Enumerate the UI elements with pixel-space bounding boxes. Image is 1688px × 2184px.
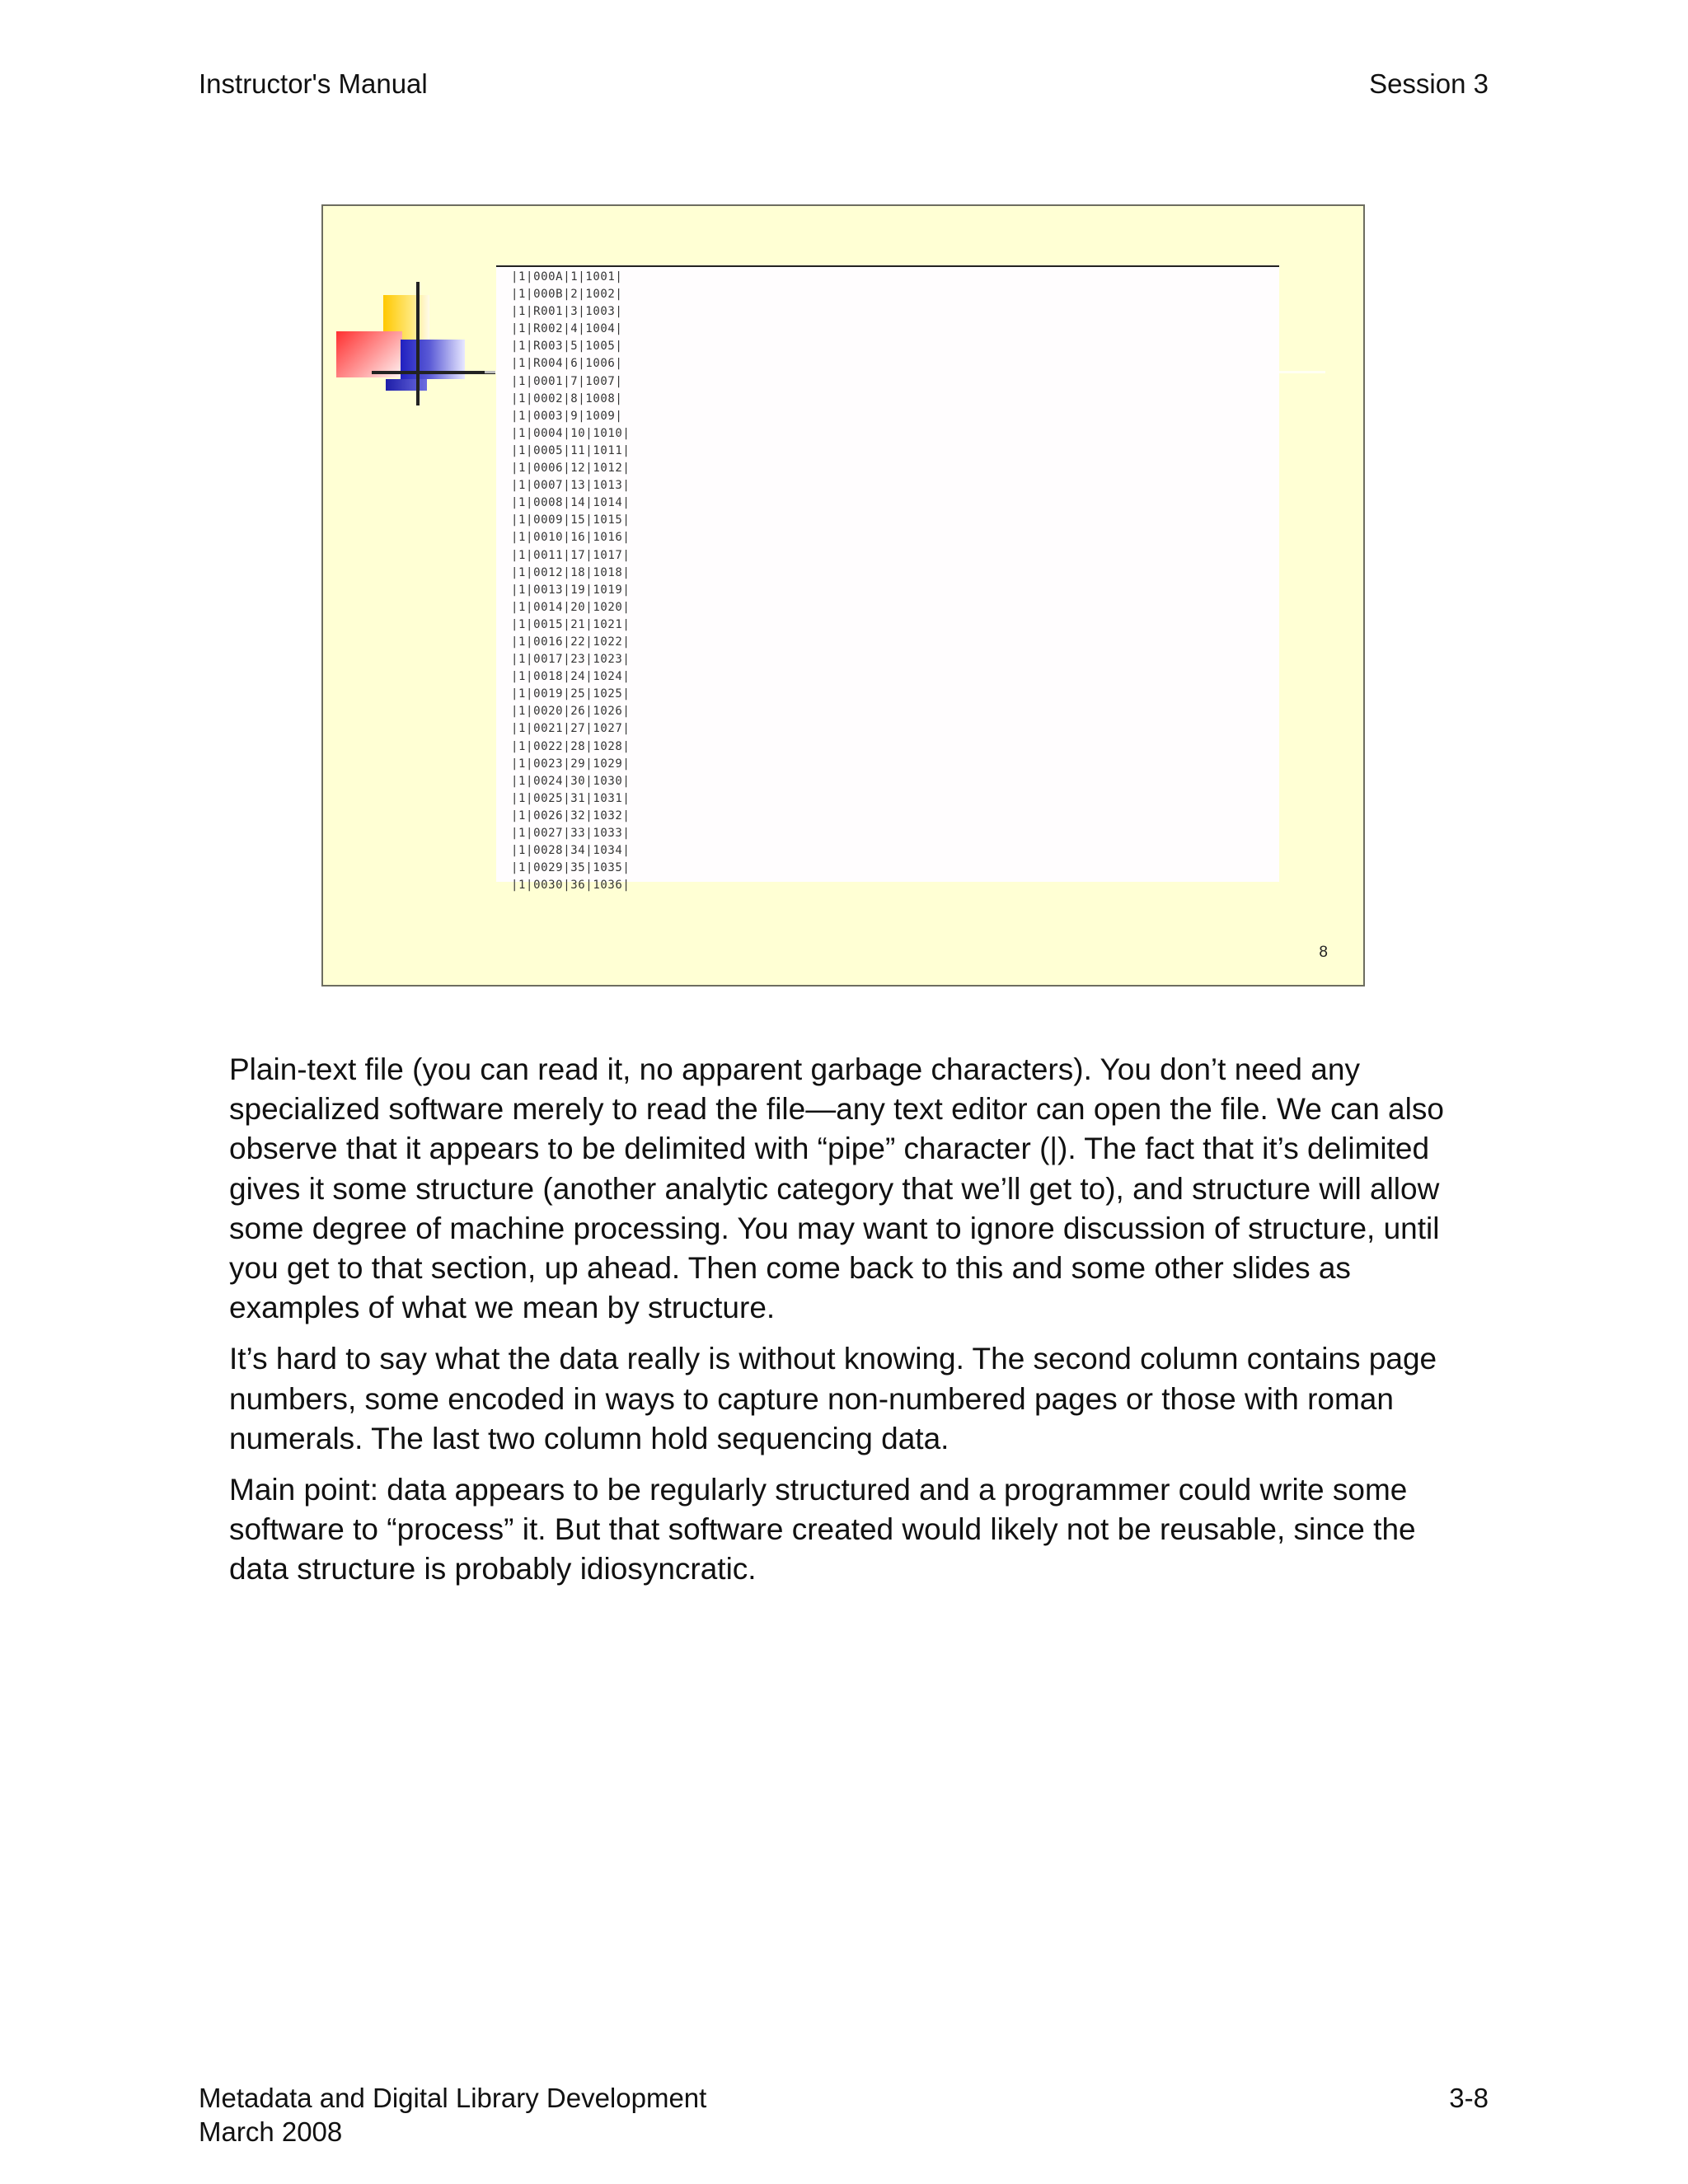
running-header-right: Session 3	[1369, 68, 1489, 99]
slide-number: 8	[1319, 944, 1328, 961]
data-line: |1|0018|24|1024|	[511, 670, 631, 684]
data-line: |1|0017|23|1023|	[511, 653, 631, 667]
footer-title: Metadata and Digital Library Development	[199, 2083, 707, 2113]
footer-page-number: 3-8	[1449, 2083, 1489, 2113]
data-line: |1|0005|11|1011|	[511, 443, 631, 457]
data-line: |1|0016|22|1022|	[511, 635, 631, 649]
notes-paragraph-3: Main point: data appears to be regularly structured and a programmer could write some software to “process” it. But that software created would likely not be reusable, since the data structure is probably idiosyncratic.	[229, 1473, 1416, 1586]
data-line: |1|0029|35|1035|	[511, 861, 631, 875]
data-line: |1|R004|6|1006|	[511, 357, 623, 371]
footer-date: March 2008	[199, 2116, 343, 2147]
data-line: |1|0012|18|1018|	[511, 565, 631, 579]
data-line: |1|0027|33|1033|	[511, 827, 631, 840]
data-line: |1|000B|2|1002|	[511, 288, 623, 302]
slide-decoration	[336, 282, 485, 414]
notes-body	[229, 1050, 1482, 1601]
data-line: |1|0019|25|1025|	[511, 687, 631, 701]
data-line: |1|R001|3|1003|	[511, 305, 623, 319]
slide-thumbnail	[321, 204, 1365, 987]
data-line: |1|0024|30|1030|	[511, 774, 631, 788]
data-line: |1|0001|7|1007|	[511, 374, 623, 388]
data-line: |1|0014|20|1020|	[511, 600, 631, 614]
data-line: |1|R002|4|1004|	[511, 322, 623, 336]
pipe-delimited-data-listing	[496, 265, 1279, 893]
data-line: |1|0002|8|1008|	[511, 391, 623, 405]
notes-paragraph-2: It’s hard to say what the data really is without knowing. The second column contains page numbers, some encoded in ways to capture non-numbered pages or those with roman numerals. The last two column hold sequencing data.	[229, 1342, 1437, 1455]
data-line: |1|0011|17|1017|	[511, 548, 631, 562]
notes-paragraph-1: Plain-text file (you can read it, no apparent garbage characters). You don’t need any specialized software merely to read the file—any text editor can open the file. We can also observe that it appears to be delimited with “pipe” character (|). The fact that it’s delimited gives it some structure (another analytic category that we’ll get to), and structure will allow some degree of machine processing. You may want to ignore discussion of structure, until you get to that section, up ahead. Then come back to this and some other slides as examples of what we mean by structure.	[229, 1052, 1444, 1325]
running-header-left: Instructor's Manual	[199, 68, 428, 99]
data-line: |1|0026|32|1032|	[511, 808, 631, 823]
decor-blue-bar	[386, 379, 427, 391]
data-line: |1|0028|34|1034|	[511, 844, 631, 858]
data-line: |1|0003|9|1009|	[511, 409, 623, 423]
data-line: |1|0013|19|1019|	[511, 583, 631, 597]
data-line: |1|0006|12|1012|	[511, 462, 631, 476]
decor-horizontal-line	[372, 371, 495, 374]
decor-vertical-line	[416, 282, 420, 405]
data-line: |1|0004|10|1010|	[511, 426, 631, 440]
data-line: |1|0015|21|1021|	[511, 617, 631, 631]
data-line: |1|000A|1|1001|	[511, 270, 623, 284]
data-line: |1|0021|27|1027|	[511, 722, 631, 736]
data-line: |1|R003|5|1005|	[511, 340, 623, 354]
data-line: |1|0025|31|1031|	[511, 791, 631, 805]
data-line: |1|0007|13|1013|	[511, 479, 631, 493]
data-line: |1|0022|28|1028|	[511, 739, 631, 753]
data-line: |1|0008|14|1014|	[511, 496, 631, 510]
data-line: |1|0010|16|1016|	[511, 531, 631, 545]
data-line: |1|0009|15|1015|	[511, 513, 631, 527]
data-line: |1|0030|36|1036|	[511, 879, 631, 893]
data-line: |1|0023|29|1029|	[511, 757, 631, 771]
data-line: |1|0020|26|1026|	[511, 705, 631, 719]
